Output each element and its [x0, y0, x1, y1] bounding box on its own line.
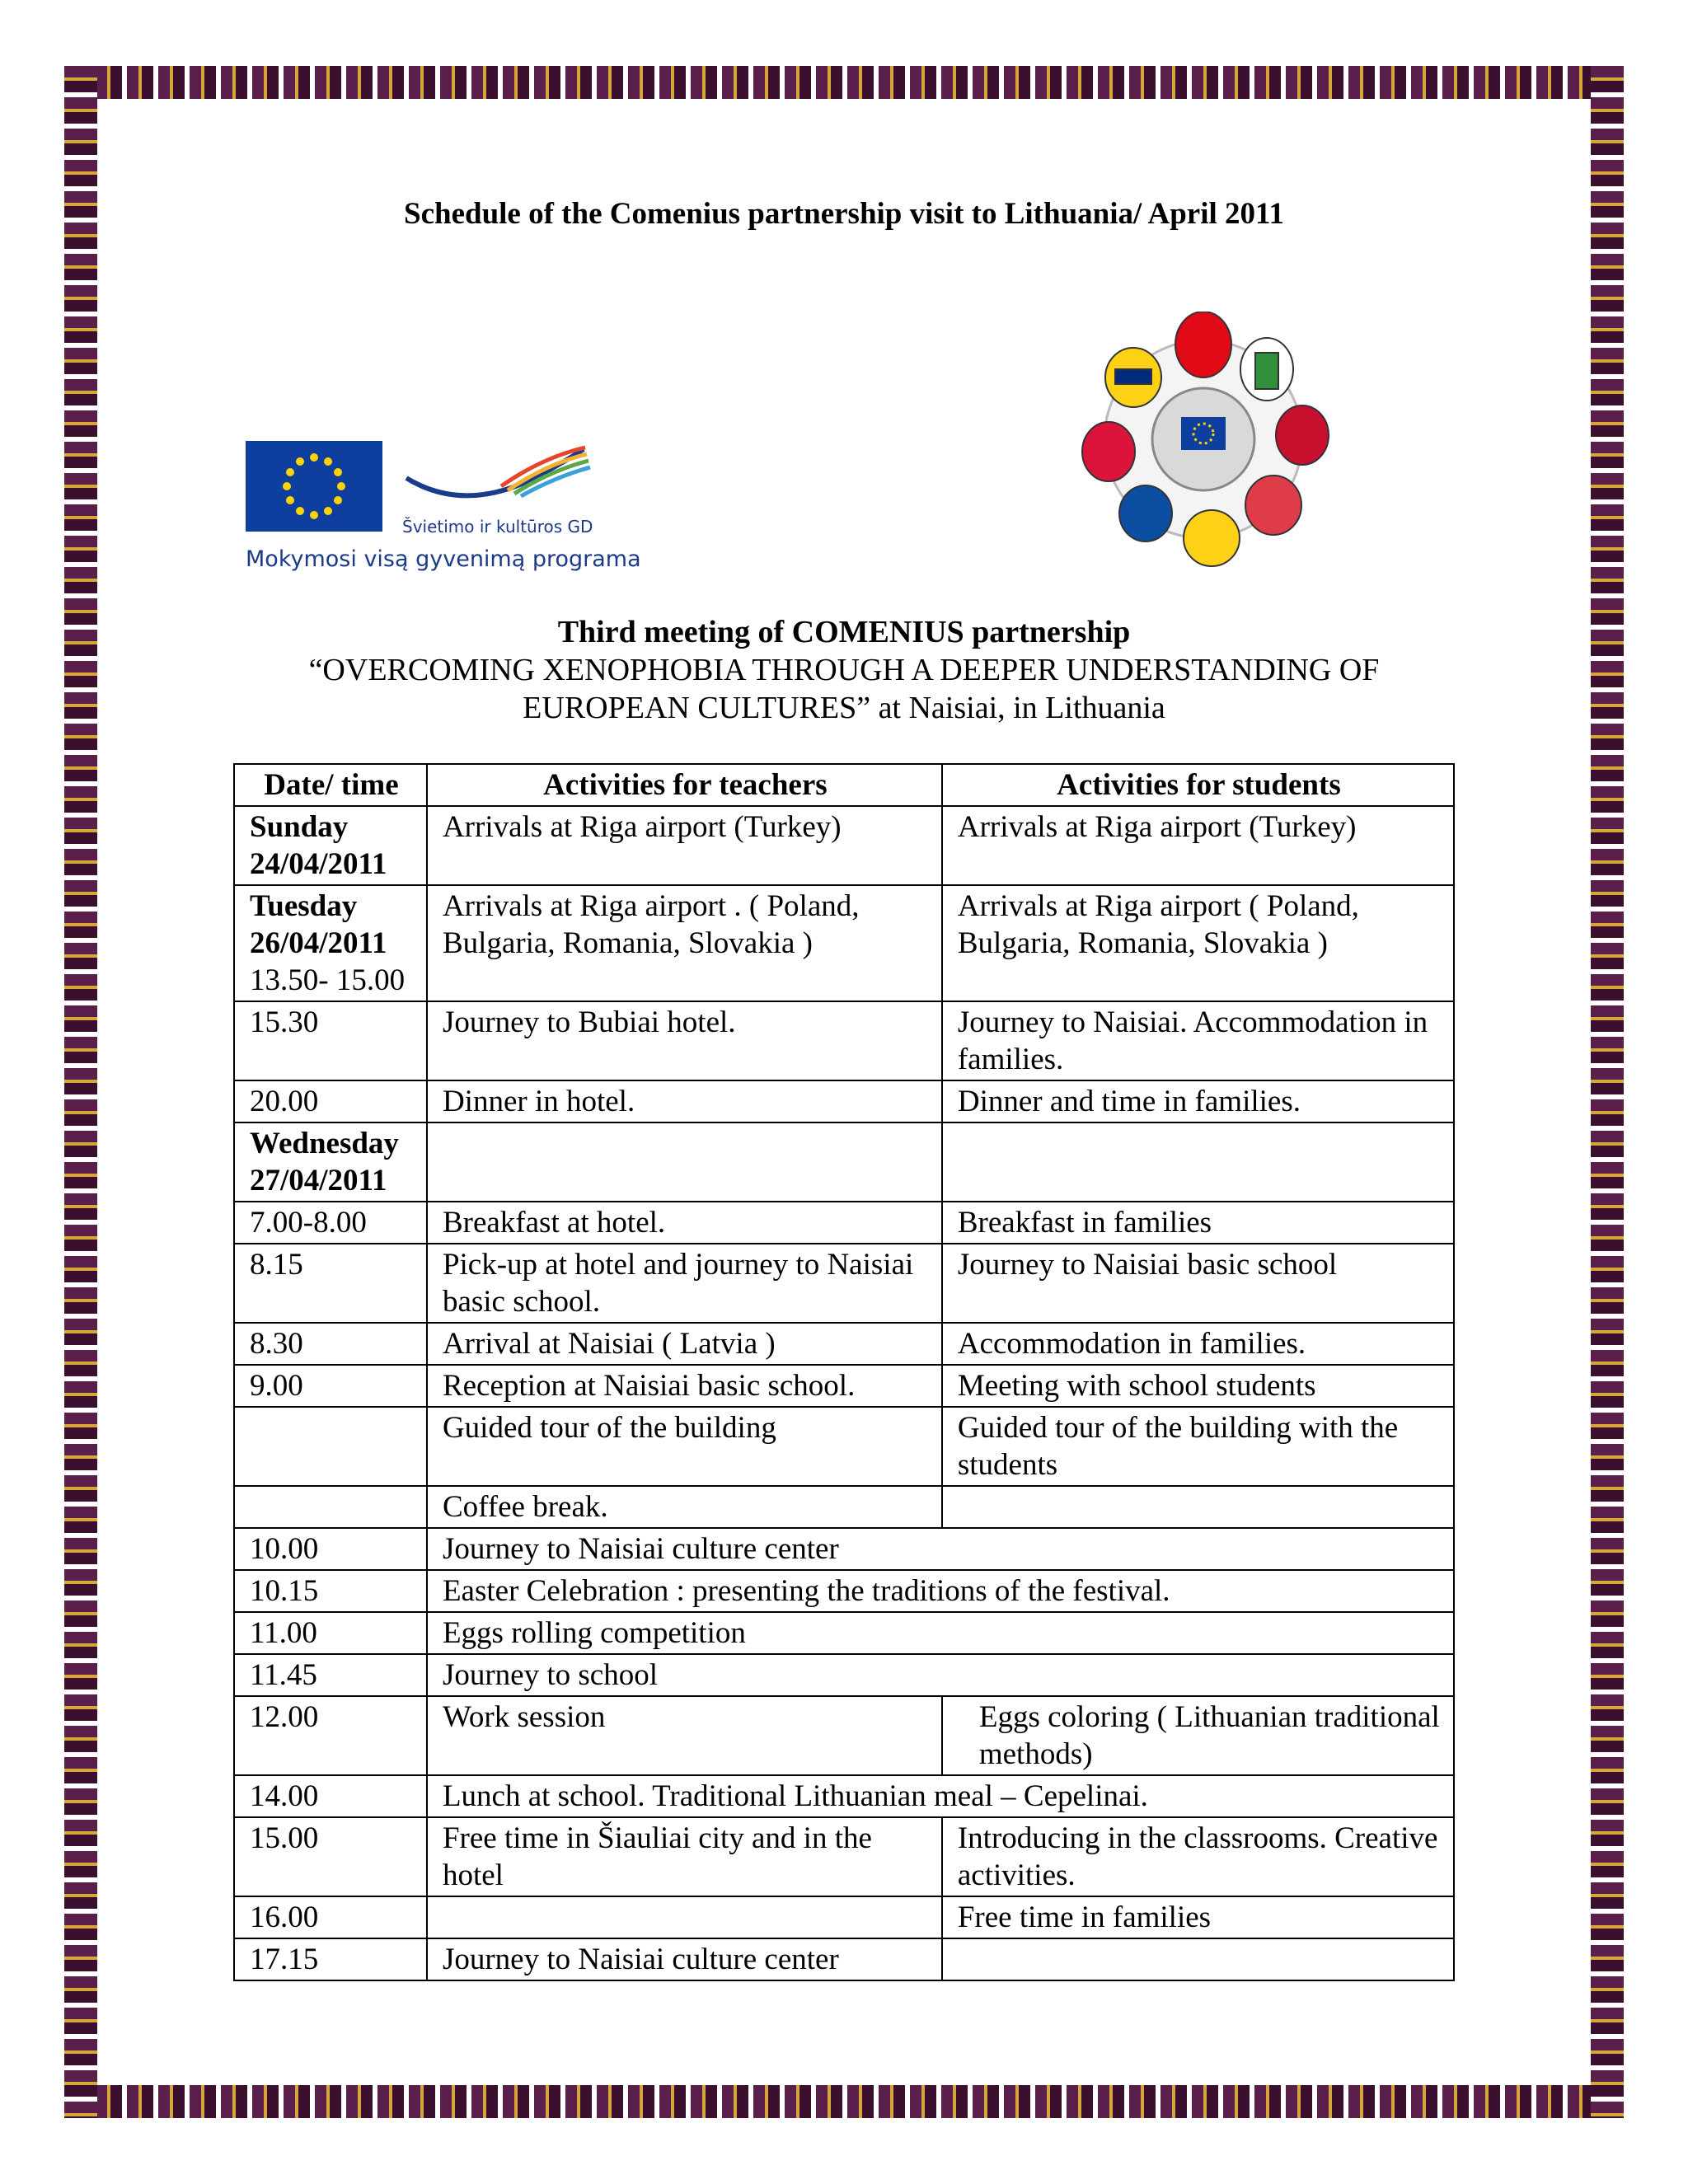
document-title: Schedule of the Comenius partnership visit to Lithuania/ April 2011 — [404, 197, 1284, 231]
meeting-description — [0, 613, 1688, 727]
teachers-cell — [427, 1122, 942, 1202]
table-row — [234, 885, 1454, 1001]
teachers-cell: Free time in Šiauliai city and in the hotel — [427, 1817, 942, 1896]
program-name: Mokymosi visą gyvenimą programa — [246, 546, 641, 572]
comenius-partnership-emblem — [1076, 312, 1331, 567]
joint-activity-cell: Journey to Naisiai culture center — [427, 1528, 1454, 1570]
eu-programme-logo — [246, 441, 658, 581]
students-cell: Guided tour of the building with the students — [942, 1407, 1454, 1486]
table-row — [234, 1407, 1454, 1486]
time-cell: 8.30 — [234, 1323, 427, 1365]
teachers-cell — [427, 1896, 942, 1938]
joint-activity-cell: Journey to school — [427, 1654, 1454, 1696]
students-cell: Introducing in the classrooms. Creative activities. — [942, 1817, 1454, 1896]
header-students: Activities for students — [942, 764, 1454, 806]
teachers-cell: Work session — [427, 1696, 942, 1775]
students-cell — [942, 1486, 1454, 1528]
students-cell: Dinner and time in families. — [942, 1080, 1454, 1122]
butterfly-border-bottom — [64, 2085, 1624, 2118]
meeting-title-line2: EUROPEAN CULTURES” at Naisiai, in Lithuania — [523, 691, 1165, 725]
joint-activity-cell: Easter Celebration : presenting the traditions of the festival. — [427, 1570, 1454, 1612]
time-cell: 16.00 — [234, 1896, 427, 1938]
students-cell: Arrivals at Riga airport (Turkey) — [942, 806, 1454, 885]
time-cell: 10.00 — [234, 1528, 427, 1570]
butterfly-border-top — [64, 66, 1624, 99]
time-cell: 12.00 — [234, 1696, 427, 1775]
table-row — [234, 1122, 1454, 1202]
students-cell: Accommodation in families. — [942, 1323, 1454, 1365]
time-cell: 15.00 — [234, 1817, 427, 1896]
butterfly-border-left — [64, 66, 97, 2118]
teachers-cell: Coffee break. — [427, 1486, 942, 1528]
teachers-cell: Reception at Naisiai basic school. — [427, 1365, 942, 1407]
time-cell: 8.15 — [234, 1244, 427, 1323]
time-cell: 14.00 — [234, 1775, 427, 1817]
date-label: 27/04/2011 — [250, 1164, 387, 1197]
time-label: 13.50- 15.00 — [250, 963, 406, 997]
table-row — [234, 1817, 1454, 1896]
time-cell — [234, 1407, 427, 1486]
header-date-time: Date/ time — [234, 764, 427, 806]
table-row — [234, 1938, 1454, 1980]
students-cell: Arrivals at Riga airport ( Poland, Bulgaria, Romania, Slovakia ) — [942, 885, 1454, 1001]
butterfly-border-right — [1591, 66, 1624, 2118]
time-cell: 7.00-8.00 — [234, 1202, 427, 1244]
date-cell — [234, 1122, 427, 1202]
teachers-cell: Guided tour of the building — [427, 1407, 942, 1486]
time-cell: 11.45 — [234, 1654, 427, 1696]
teachers-cell: Dinner in hotel. — [427, 1080, 942, 1122]
date-cell — [234, 885, 427, 1001]
agency-name: Švietimo ir kultūros GD — [402, 517, 593, 537]
time-cell: 9.00 — [234, 1365, 427, 1407]
day-label: Sunday — [250, 810, 349, 844]
day-label: Wednesday — [250, 1127, 399, 1160]
students-cell: Breakfast in families — [942, 1202, 1454, 1244]
teachers-cell: Arrival at Naisiai ( Latvia ) — [427, 1323, 942, 1365]
joint-activity-cell: Lunch at school. Traditional Lithuanian meal – Cepelinai. — [427, 1775, 1454, 1817]
time-cell: 17.15 — [234, 1938, 427, 1980]
schedule-table — [233, 763, 1455, 1981]
meeting-title-line1: “OVERCOMING XENOPHOBIA THROUGH A DEEPER UNDERSTANDING OF — [308, 653, 1380, 687]
date-label: 24/04/2011 — [250, 847, 387, 881]
table-row — [234, 1080, 1454, 1122]
meeting-heading: Third meeting of COMENIUS partnership — [557, 615, 1131, 649]
time-cell — [234, 1486, 427, 1528]
table-row — [234, 1775, 1454, 1817]
students-cell — [942, 1938, 1454, 1980]
students-cell: Eggs coloring ( Lithuanian traditional methods) — [942, 1696, 1454, 1775]
eu-flag-icon — [246, 441, 382, 532]
table-row — [234, 1001, 1454, 1080]
table-row — [234, 1896, 1454, 1938]
date-cell — [234, 806, 427, 885]
table-row — [234, 1244, 1454, 1323]
teachers-cell: Arrivals at Riga airport (Turkey) — [427, 806, 942, 885]
table-row — [234, 1202, 1454, 1244]
teachers-cell: Arrivals at Riga airport . ( Poland, Bulgaria, Romania, Slovakia ) — [427, 885, 942, 1001]
teachers-cell: Breakfast at hotel. — [427, 1202, 942, 1244]
table-row — [234, 1323, 1454, 1365]
date-label: 26/04/2011 — [250, 926, 387, 960]
table-row — [234, 806, 1454, 885]
table-header-row — [234, 764, 1454, 806]
joint-activity-cell: Eggs rolling competition — [427, 1612, 1454, 1654]
students-cell: Free time in families — [942, 1896, 1454, 1938]
teachers-cell: Journey to Bubiai hotel. — [427, 1001, 942, 1080]
table-row — [234, 1486, 1454, 1528]
time-cell: 10.15 — [234, 1570, 427, 1612]
table-row — [234, 1696, 1454, 1775]
students-cell: Meeting with school students — [942, 1365, 1454, 1407]
time-cell: 15.30 — [234, 1001, 427, 1080]
table-row — [234, 1570, 1454, 1612]
teachers-cell: Journey to Naisiai culture center — [427, 1938, 942, 1980]
students-cell: Journey to Naisiai basic school — [942, 1244, 1454, 1323]
time-cell: 11.00 — [234, 1612, 427, 1654]
table-row — [234, 1654, 1454, 1696]
table-row — [234, 1365, 1454, 1407]
students-cell: Journey to Naisiai. Accommodation in families. — [942, 1001, 1454, 1080]
table-row — [234, 1528, 1454, 1570]
students-cell — [942, 1122, 1454, 1202]
day-label: Tuesday — [250, 889, 358, 923]
table-row — [234, 1612, 1454, 1654]
teachers-cell: Pick-up at hotel and journey to Naisiai basic school. — [427, 1244, 942, 1323]
header-teachers: Activities for teachers — [427, 764, 942, 806]
wave-swoosh-icon — [402, 441, 592, 515]
time-cell: 20.00 — [234, 1080, 427, 1122]
